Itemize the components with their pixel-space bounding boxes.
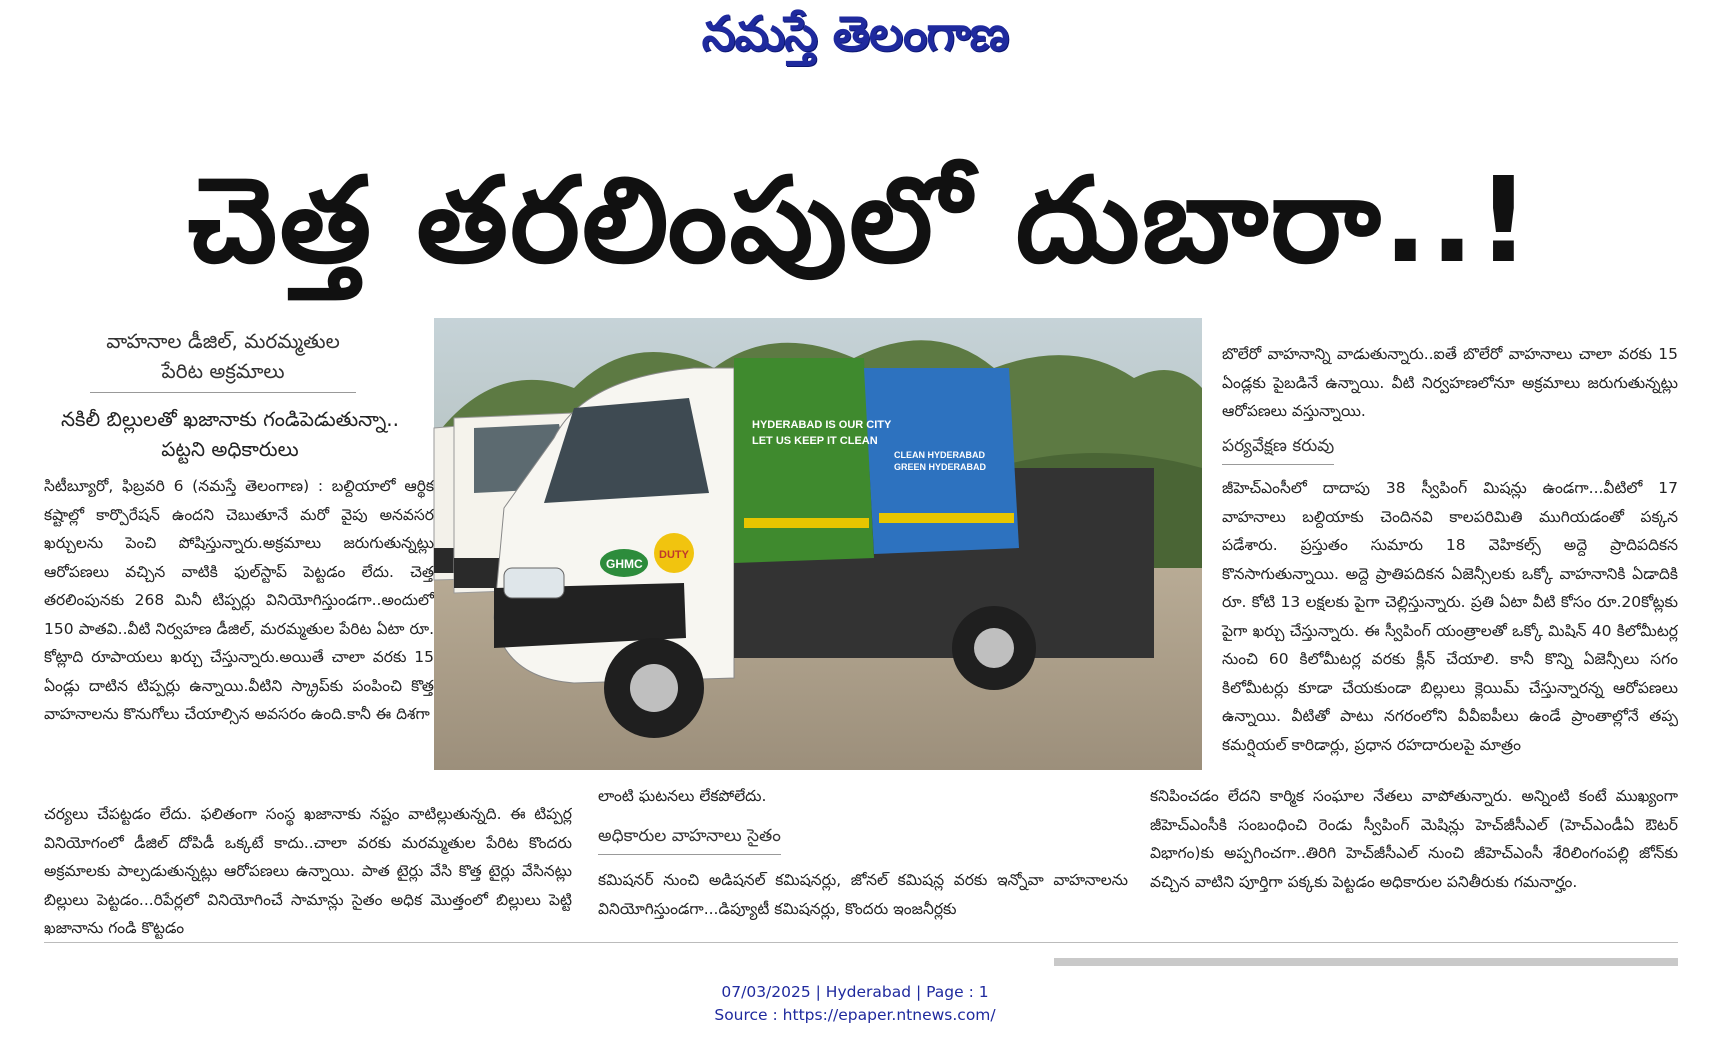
masthead — [0, 0, 1710, 80]
article-column-2-top — [598, 782, 1068, 812]
article-paragraph: జీహెచ్ఎంసీలో దాదాపు 38 స్వీపింగ్ మిషన్లు ఉండగా...వీటిలో 17 వాహనాలు బల్దియాకు చెందినవి కాలపరిమితి ముగియడంతో పక్కన పడేశారు. ప్రస్తుతం సుమారు 18 వెహికల్స్ అద్దె ప్రాదిపదికన కొనసాగుతున్నాయి. అద్దె ప్రాతిపదికన ఏజెన్సీలకు ఒక్కో వాహనానికి ఏడాదికి రూ. కోటి 13 లక్షలకు పైగా చెల్లిస్తున్నారు. ప్రతి ఏటా వీటి కోసం రూ.20కోట్లకు పైగా ఖర్చు చేస్తున్నారు. ఈ స్వీపింగ్ యంత్రాలతో ఒక్కో మిషిన్ 40 కిలోమీటర్ల నుంచి 60 కిలోమీటర్ల వరకు క్లీన్ చేయాలి. కానీ కొన్ని ఏజెన్సీలు సగం కిలోమీటర్లు కూడా చేయకుండా బిల్లులు క్లెయిమ్ చేస్తున్నారన్న ఆరోపణలు ఉన్నాయి. వీటితో పాటు నగరంలోని వీవీఐపీలు ఉండే ప్రాంతాల్లోనే తప్ప కమర్షియల్ కారిడార్లు, ప్రధాన రహదారులపై మాత్రం — [1222, 479, 1678, 754]
bin-slogan-line-1: HYDERABAD IS OUR CITY — [752, 419, 892, 431]
article-paragraph: చర్యలు చేపట్టడం లేదు. ఫలితంగా సంస్థ ఖజానాకు నష్టం వాటిల్లుతున్నది. ఈ టిప్పర్ల వినియోగంలో డీజిల్ దోపిడీ ఒక్కటే కాదు..చాలా వరకు మరమ్మతుల పేరిట కొందరు అక్రమాలకు పాల్పడుతున్నట్లు ఆరోపణలు ఉన్నాయి. పాత టైర్లు వేసి కొత్త టైర్లు వేసినట్లు బిల్లులు పెట్టడం...రిపేర్లలో వినియోగించే సామాన్లు సైతం అధిక మొత్తంలో బిల్లులు పెట్టి ఖజానాను గండి కొట్టడం — [44, 805, 572, 937]
section-subhead-officials-vehicles: అధికారుల వాహనాలు సైతం — [598, 822, 781, 855]
truck-logo-duty: DUTY — [659, 549, 689, 561]
footer-date-page: 07/03/2025 | Hyderabad | Page : 1 — [721, 983, 989, 1001]
bin-blue-line-2: GREEN HYDERABAD — [894, 462, 987, 472]
bottom-divider — [44, 942, 1678, 943]
article-paragraph: లాంటి ఘటనలు లేకపోలేదు. — [598, 787, 767, 805]
article-column-3-bottom — [1150, 782, 1678, 922]
footer-source-link[interactable]: Source : https://epaper.ntnews.com/ — [714, 1006, 996, 1024]
subhead-primary: వాహనాల డీజిల్, మరమ్మతుల పేరిట అక్రమాలు — [106, 329, 340, 383]
bin-slogan-line-2: LET US KEEP IT CLEAN — [752, 435, 878, 447]
article-paragraph: సిటీబ్యూరో, ఫిబ్రవరి 6 (నమస్తే తెలంగాణ) : బల్దియాలో ఆర్థిక కష్టాల్లో కార్పొరేషన్ ఉందని చెబుతూనే మరో వైపు అనవసర ఖర్చులను పెంచి పోషిస్తున్నారు.అక్రమాలు జరుగుతున్నట్లు ఆరోపణలు వచ్చిన వాటికి ఫుల్‌స్టాప్ పెట్టడం లేదు. చెత్త తరలింపునకు 268 మినీ టిప్పర్లు వినియోగిస్తుండగా..అందులో 150 పాతవి..వీటి నిర్వహణ డీజిల్, మరమ్మతుల పేరిట ఏటా రూ. కోట్లాది రూపాయలు ఖర్చు చేస్తున్నారు.అయితే చాలా వరకు 15 ఏండ్లు దాటిన టిప్పర్లు ఉన్నాయి.వీటిని స్క్రాప్‌కు పంపించి కొత్త వాహనాలను కొనుగోలు చేయాల్సిన అవసరం ఉంది.కానీ ఈ దిశగా — [44, 477, 434, 723]
article-column-3-top — [1222, 340, 1678, 430]
next-article-strip — [1054, 958, 1678, 966]
article-paragraph: కనిపించడం లేదని కార్మిక సంఘాల నేతలు వాపోతున్నారు. అన్నింటి కంటే ముఖ్యంగా జీహెచ్ఎంసీకి సంబంధించి రెండు స్వీపింగ్ మెషిన్లు హెచ్‌జీసీఎల్ (హెచ్ఎండీఏ ఔటర్ విభాగం)కు అప్పగించగా..తిరిగి హెచ్‌జీసీఎల్ నుంచి జీహెచ్ఎంసీ శేరిలింగంపల్లి జోన్‌కు వచ్చిన వాటిని పూర్తిగా పక్కకు పెట్టడం అధికారుల పనితీరుకు గమనార్హం. — [1150, 787, 1678, 891]
truck-illustration — [434, 318, 1202, 770]
article-paragraph: బొలేరో వాహనాన్ని వాడుతున్నారు..ఐతే బొలేరో వాహనాలు చాలా వరకు 15 ఏండ్లకు పైబడినే ఉన్నాయి. వీటి నిర్వహణలోనూ అక్రమాలు జరుగుతున్నట్లు ఆరోపణలు వస్తున్నాయి. — [1222, 345, 1678, 420]
headline-text: చెత్త తరలింపులో దుబారా..! — [187, 151, 1533, 289]
truck-logo-ghmc: GHMC — [606, 557, 643, 571]
headline — [40, 120, 1680, 320]
news-photo-garbage-trucks — [434, 318, 1202, 770]
article-paragraph: కమిషనర్ నుంచి అడిషనల్ కమిషనర్లు, జోనల్ కమిషన్ల వరకు ఇన్నోవా వాహనాలను వినియోగిస్తుండగా...డిప్యూటీ కమిషనర్లు, కొందరు ఇంజనీర్లకు — [598, 871, 1128, 918]
article-column-1-top — [44, 472, 434, 802]
subhead-secondary: నకిలీ బిల్లులతో ఖజానాకు గండిపెడుతున్నా.. పట్టని అధికారులు — [61, 407, 399, 461]
article-column-2-body — [598, 866, 1128, 926]
masthead-logo-title: నమస్తే తెలంగాణ — [701, 6, 1009, 62]
article-column-1-bottom — [44, 800, 572, 937]
bin-blue-line-1: CLEAN HYDERABAD — [894, 450, 986, 460]
subhead-divider — [90, 392, 356, 393]
section-subhead-supervision: పర్యవేక్షణ కరువు — [1222, 432, 1334, 465]
article-column-3-body — [1222, 474, 1678, 782]
